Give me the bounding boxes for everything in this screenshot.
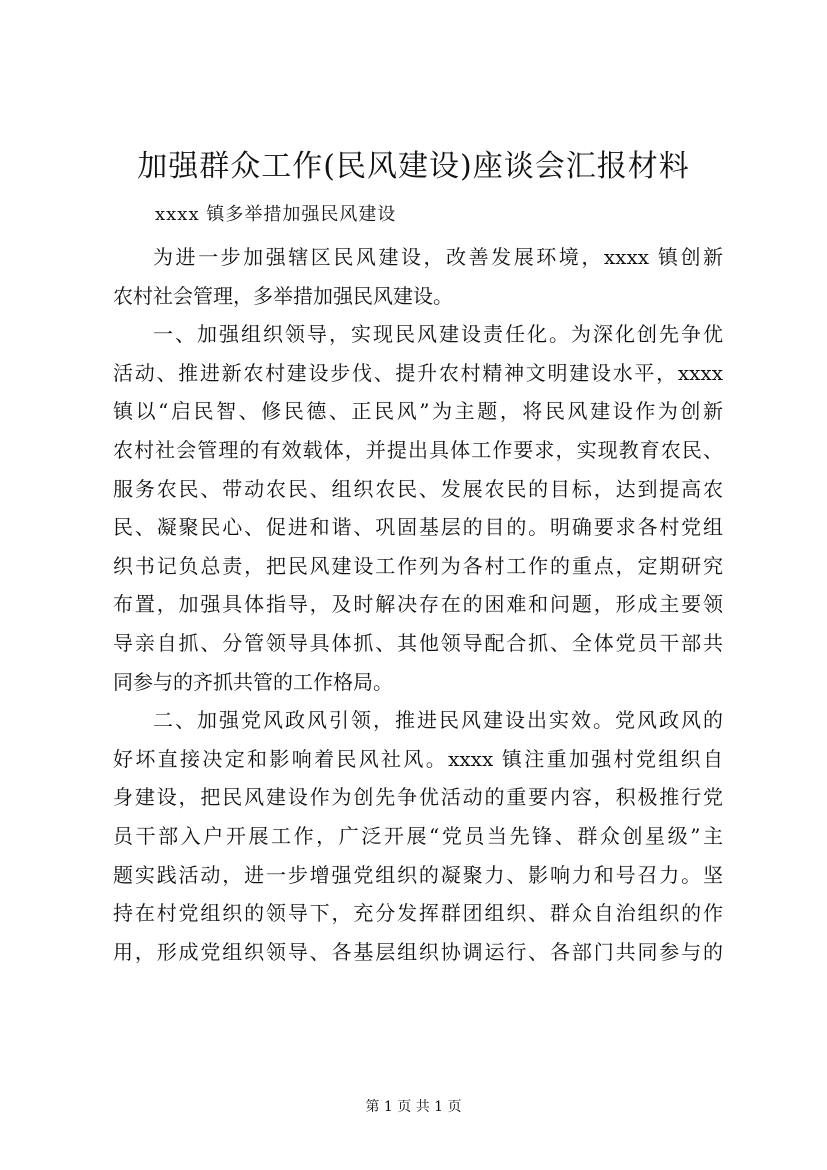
paragraph-line: 持在村党组织的领导下，充分发挥群团组织、群众自治组织的作 xyxy=(113,901,723,926)
paragraph-line: 织书记负总责，把民风建设工作列为各村工作的重点，定期研究 xyxy=(113,553,723,578)
document-title: 加强群众工作(民风建设)座谈会汇报材料 xyxy=(137,149,690,184)
paragraph-line: 二、加强党风政风引领，推进民风建设出实效。党风政风的 xyxy=(153,708,723,733)
paragraph-line: 身建设，把民风建设作为创先争优活动的重要内容，积极推行党 xyxy=(113,785,723,810)
paragraph-line: 一、加强组织领导，实现民风建设责任化。为深化创先争优 xyxy=(153,322,723,347)
paragraph-line: 导亲自抓、分管领导具体抓、其他领导配合抓、全体党员干部共 xyxy=(113,630,723,655)
paragraph-line: 服务农民、带动农民、组织农民、发展农民的目标，达到提高农 xyxy=(113,476,723,501)
document-subtitle: xxxx 镇多举措加强民风建设 xyxy=(155,204,397,225)
paragraph-line: 农村社会管理，多举措加强民风建设。 xyxy=(113,283,453,308)
paragraph-line: 题实践活动，进一步增强党组织的凝聚力、影响力和号召力。坚 xyxy=(113,862,723,887)
page-footer: 第 1 页 共 1 页 xyxy=(365,1099,462,1115)
paragraph-section-1 xyxy=(113,315,723,701)
paragraph-line: 布置，加强具体指导，及时解决存在的困难和问题，形成主要领 xyxy=(113,592,723,617)
paragraph-intro xyxy=(113,238,723,315)
paragraph-line: 为进一步加强辖区民风建设，改善发展环境，xxxx 镇创新 xyxy=(153,245,723,269)
paragraph-line: 同参与的齐抓共管的工作格局。 xyxy=(113,669,393,694)
paragraph-line: 农村社会管理的有效载体，并提出具体工作要求，实现教育农民、 xyxy=(113,437,723,462)
paragraph-line: 活动、推进新农村建设步伐、提升农村精神文明建设水平，xxxx xyxy=(113,360,723,385)
paragraph-line: 民、凝聚民心、促进和谐、巩固基层的目的。明确要求各村党组 xyxy=(113,515,723,540)
paragraph-line: 镇以“启民智、修民德、正民风”为主题，将民风建设作为创新 xyxy=(113,399,723,424)
paragraph-section-2 xyxy=(113,701,723,971)
paragraph-line: 好坏直接决定和影响着民风社风。xxxx 镇注重加强村党组织自 xyxy=(113,746,723,771)
paragraph-line: 用，形成党组织领导、各基层组织协调运行、各部门共同参与的 xyxy=(113,939,723,964)
document-body xyxy=(113,238,723,971)
paragraph-line: 员干部入户开展工作，广泛开展“党员当先锋、群众创星级”主 xyxy=(113,823,723,848)
